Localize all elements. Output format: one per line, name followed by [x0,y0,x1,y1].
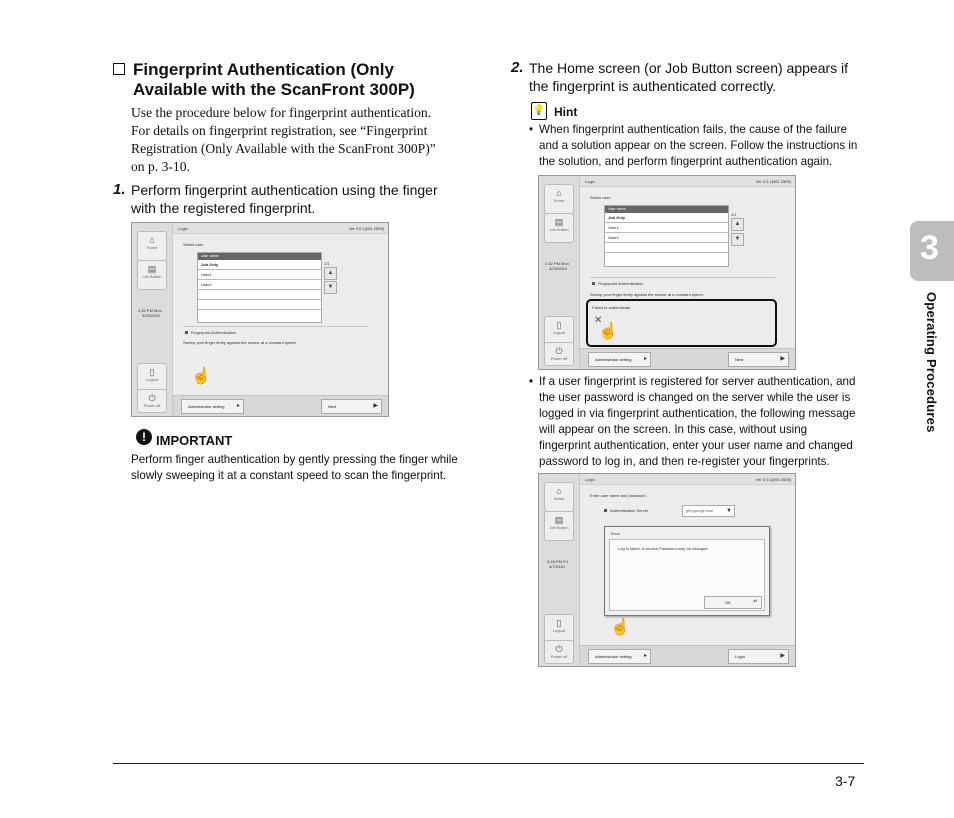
hint-bullet-2: • If a user fingerprint is registered for server authentication, and the user password is changed on the server while the user is logged in via fingerprint authentication, the following message will appear on the screen. In this case, without using fingerprint authentication, enter your user name and changed password to log in, and then re-register your fingerprints. [529,375,856,468]
list-item[interactable]: User2 [605,233,728,243]
failed-auth-screenshot: ⌂ Home ▤ Job Button 2:42 PM Mon 3/29/2010 ▯ Logout ⏻ Power off Login Ver 2.0.1(061 2509) Select user. User name Job Only User1 User2 1/1 ▲ ▼ Fingerprint Authentication Sweep your finger firmly against the sensor at a constant speed. Failed to authenticate. ✕ ☝ Administrator setting ▸ Next ▶ [538,175,796,370]
admin-setting-button[interactable]: Administrator setting ▸ [588,352,651,367]
chapter-tab: 3 [910,221,954,281]
user-list: User name Job Only User1 User2 [604,205,729,267]
job-button[interactable]: ▤ Job Button [544,511,574,541]
power-off-button[interactable]: ⏻ Power off [544,342,574,366]
scroll-down-button[interactable]: ▼ [324,281,337,294]
power-icon: ⏻ [555,346,563,356]
list-item[interactable]: User1 [605,223,728,233]
failure-message-box: Failed to authenticate. ✕ ☝ [586,299,777,347]
list-item[interactable] [198,290,321,300]
important-text: Perform finger authentication by gently pressing the finger while slowly sweeping it at a constant speed to scan the fingerprint. [131,453,458,482]
fingerprint-icon: ☝ [610,619,630,636]
admin-setting-button[interactable]: Administrator setting ▸ [181,399,244,414]
scroll-up-button[interactable]: ▲ [731,218,744,231]
power-off-button[interactable]: ⏻ Power off [137,389,167,413]
logout-icon: ▯ [556,320,562,330]
next-button[interactable]: Next ▶ [321,399,382,414]
job-icon: ▤ [554,515,564,525]
home-icon: ⌂ [556,486,562,496]
job-button[interactable]: ▤ Job Button [544,213,574,243]
checkbox-icon [113,63,125,75]
password-error-screenshot: ⌂ Home ▤ Job Button 5:18 PM Fri 3/7/2010 ▯ Logout ⏻ Power off Login Ver 2.0.1(094 2509) Enter user name and password. Authentication Server gfhy.george.local ▼ Error Log in failed. A version Password may be changed. OK ↵ ☝ Administrator setting ▸ Login ▶ [538,473,796,667]
scroll-up-button[interactable]: ▲ [324,267,337,280]
list-item[interactable]: Job Only [605,213,728,223]
important-label: IMPORTANT [156,433,233,448]
job-icon: ▤ [554,217,564,227]
step-2: 2. The Home screen (or Job Button screen) appears if the fingerprint is authenticated correctly. [511,59,849,94]
error-dialog: Error Log in failed. A version Password may be changed. OK ↵ [604,526,770,616]
logout-button[interactable]: ▯ Logout [137,363,167,393]
logout-icon: ▯ [556,618,562,628]
error-x-icon: ✕ [594,315,603,326]
list-item[interactable] [198,300,321,310]
hint-label: Hint [554,105,578,119]
page-number: 3-7 [835,773,856,789]
step-1: 1. Perform fingerprint authentication using the finger with the registered fingerprint. [113,181,438,216]
home-button[interactable]: ⌂ Home [137,231,167,261]
hint-icon: 💡 [531,102,547,120]
login-button[interactable]: Login ▶ [728,649,789,664]
logout-icon: ▯ [149,367,155,377]
admin-setting-button[interactable]: Administrator setting ▸ [588,649,651,664]
logout-button[interactable]: ▯ Logout [544,316,574,346]
important-icon: ! [136,429,152,445]
login-screenshot: ⌂ Home ▤ Job Button 2:42 PM Mon 3/29/2010 ▯ Logout ⏻ Power off Login Ver 2.0.1(061 2509) Select user. User name Job Only User1 User2 1/1 ▲ ▼ Fingerprint Authentication Sweep your finger firmly against the sensor at a constant speed. ☝ Administrator setting ▸ Next ▶ [131,222,389,417]
section-heading: Fingerprint Authentication (Only Available with the ScanFront 300P) [113,60,473,100]
power-icon: ⏻ [555,644,563,654]
power-off-button[interactable]: ⏻ Power off [544,640,574,664]
ok-button[interactable]: OK ↵ [704,596,762,609]
job-icon: ▤ [147,264,157,274]
list-item[interactable]: User1 [198,270,321,280]
scroll-down-button[interactable]: ▼ [731,233,744,246]
list-item[interactable]: User2 [198,280,321,290]
section-label: Operating Procedures [924,292,939,433]
logout-button[interactable]: ▯ Logout [544,614,574,644]
list-item[interactable]: Job Only [198,260,321,270]
home-icon: ⌂ [149,235,155,245]
job-button[interactable]: ▤ Job Button [137,260,167,290]
next-button[interactable]: Next ▶ [728,352,789,367]
intro-paragraph: Use the procedure below for fingerprint authentication. For details on fingerprint registration, see “Fingerprint Registration (Only Available with the ScanFront 300P)” on p. 3-10. [131,105,436,174]
power-icon: ⏻ [148,393,156,403]
home-button[interactable]: ⌂ Home [544,482,574,512]
user-list: User name Job Only User1 User2 [197,252,322,323]
list-item[interactable] [605,243,728,253]
fingerprint-icon: ☝ [598,323,618,340]
server-select[interactable]: gfhy.george.local ▼ [682,505,735,517]
fingerprint-icon: ☝ [191,368,211,385]
home-button[interactable]: ⌂ Home [544,184,574,214]
footer-rule [113,763,864,764]
hint-bullet-1: • When fingerprint authentication fails, the cause of the failure and a solution appear on the screen. Follow the instructions in the solution, and perform fingerprint authentication again. [529,123,858,168]
home-icon: ⌂ [556,188,562,198]
